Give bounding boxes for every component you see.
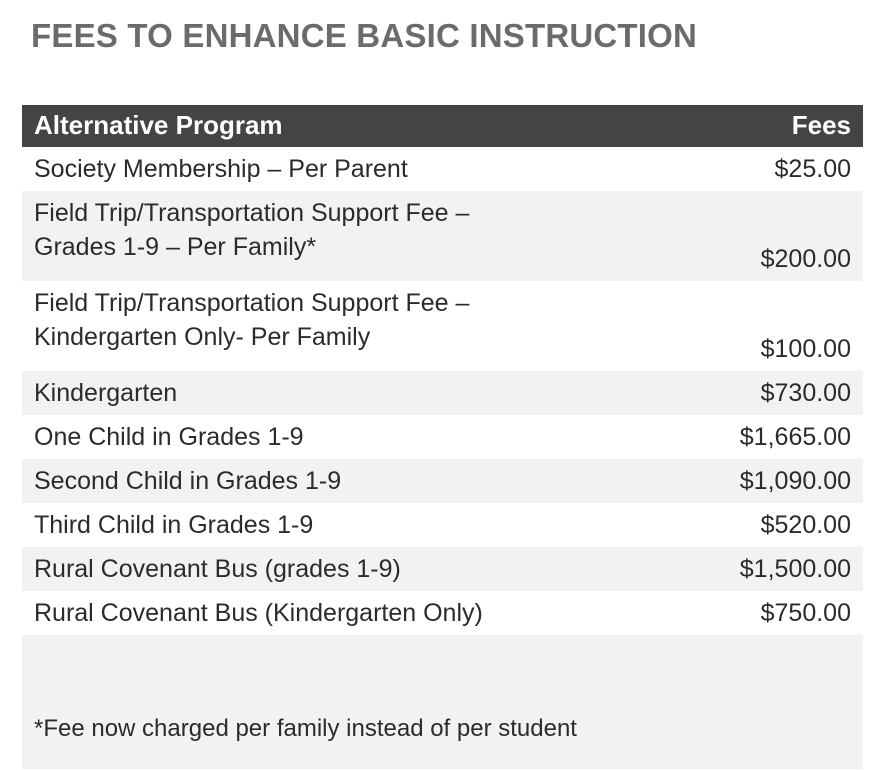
table-row	[22, 591, 863, 635]
program-line: Kindergarten Only- Per Family	[34, 323, 371, 351]
cell-fee-amount: $200.00	[622, 191, 863, 281]
cell-fee-amount: $1,665.00	[622, 415, 863, 459]
footnote-text: *Fee now charged per family instead of per student	[22, 635, 863, 769]
cell-fee-amount: $100.00	[622, 281, 863, 371]
program-line: Third Child in Grades 1-9	[34, 511, 314, 539]
fees-table-head	[22, 105, 863, 147]
cell-fee-amount: $1,090.00	[622, 459, 863, 503]
program-line: Rural Covenant Bus (grades 1-9)	[34, 555, 401, 583]
cell-fee-amount: $25.00	[622, 147, 863, 191]
cell-program-name	[22, 503, 622, 547]
cell-program-name	[22, 191, 622, 281]
cell-program-name	[22, 459, 622, 503]
program-line: Second Child in Grades 1-9	[34, 467, 342, 495]
cell-program-name	[22, 371, 622, 415]
page-title: FEES TO ENHANCE BASIC INSTRUCTION	[31, 17, 698, 54]
cell-program-name	[22, 147, 622, 191]
program-line: Rural Covenant Bus (Kindergarten Only)	[34, 599, 483, 627]
program-line: Field Trip/Transportation Support Fee –	[34, 289, 470, 317]
fees-table-body	[22, 147, 863, 635]
cell-fee-amount: $520.00	[622, 503, 863, 547]
fees-table	[22, 105, 863, 769]
table-row	[22, 459, 863, 503]
table-row	[22, 371, 863, 415]
table-header-row	[22, 105, 863, 147]
table-row	[22, 415, 863, 459]
table-row	[22, 503, 863, 547]
column-header-alternative-program: Alternative Program	[22, 105, 622, 147]
program-line: Kindergarten	[34, 379, 178, 407]
cell-fee-amount: $750.00	[622, 591, 863, 635]
column-header-fees: Fees	[622, 105, 863, 147]
program-line: Society Membership – Per Parent	[34, 155, 408, 183]
table-row	[22, 147, 863, 191]
footnote-row	[22, 635, 863, 769]
cell-program-name	[22, 547, 622, 591]
table-row	[22, 547, 863, 591]
cell-fee-amount: $1,500.00	[622, 547, 863, 591]
cell-program-name	[22, 281, 622, 371]
fees-table-foot	[22, 635, 863, 769]
program-line: Field Trip/Transportation Support Fee –	[34, 199, 470, 227]
table-row	[22, 281, 863, 371]
cell-fee-amount: $730.00	[622, 371, 863, 415]
program-line: One Child in Grades 1-9	[34, 423, 304, 451]
cell-program-name	[22, 591, 622, 635]
program-line: Grades 1-9 – Per Family*	[34, 233, 317, 261]
table-row	[22, 191, 863, 281]
cell-program-name	[22, 415, 622, 459]
